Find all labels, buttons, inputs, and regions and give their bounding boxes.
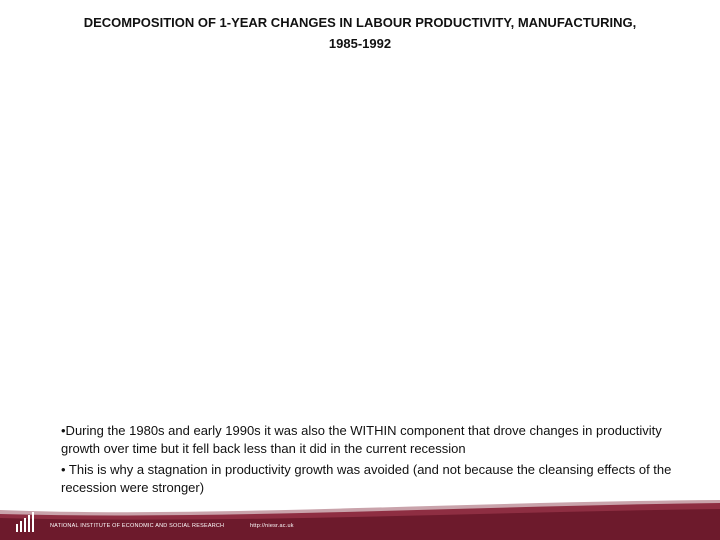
- slide-title-line-2: 1985-1992: [328, 36, 392, 51]
- slide-title: [40, 12, 680, 54]
- niesr-logo-icon: [16, 512, 42, 532]
- footer-organisation: NATIONAL INSTITUTE OF ECONOMIC AND SOCIAL RESEARCH: [50, 523, 225, 529]
- bullet-item: •During the 1980s and early 1990s it was also the WITHIN component that drove changes in productivity growth over time but it fell back less than it did in the current recession: [61, 423, 662, 456]
- slide-title-line-1: DECOMPOSITION OF 1-YEAR CHANGES IN LABOUR PRODUCTIVITY, MANUFACTURING,: [83, 15, 637, 30]
- footer-swoosh-graphic: [0, 500, 720, 540]
- bullet-item: • This is why a stagnation in productivity growth was avoided (and not because the cleansing effects of the recession were stronger): [61, 462, 672, 495]
- footer-url-link[interactable]: http://niesr.ac.uk: [250, 523, 294, 529]
- bullet-list: [61, 422, 701, 500]
- footer-band: [0, 500, 720, 540]
